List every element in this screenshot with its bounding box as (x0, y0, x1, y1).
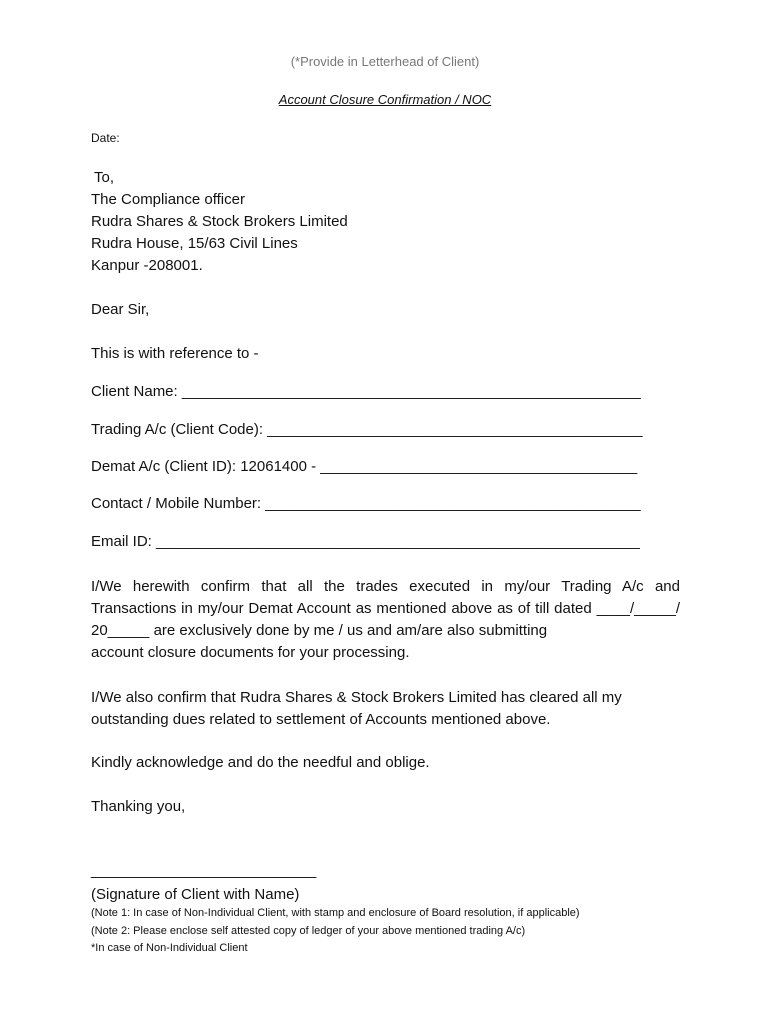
confirm-trades-last-line: account closure documents for your processing. (91, 644, 410, 661)
note-1: (Note 1: In case of Non-Individual Client, with stamp and enclosure of Board resolution, if applicable) (91, 907, 580, 919)
contact-number-field: Contact / Mobile Number: _____________________________________________ (91, 495, 641, 512)
signature-line: ___________________________ (91, 862, 317, 879)
confirm-trades-paragraph (91, 576, 680, 664)
recipient-city: Kanpur -208001. (91, 257, 203, 274)
letterhead-note: (*Provide in Letterhead of Client) (290, 54, 480, 69)
salutation: Dear Sir, (91, 301, 150, 318)
recipient-to: To, (94, 169, 115, 186)
thanking-line: Thanking you, (91, 798, 186, 815)
signature-caption: (Signature of Client with Name) (91, 886, 300, 903)
note-3: *In case of Non-Individual Client (91, 942, 248, 954)
demat-ac-field: Demat A/c (Client ID): 12061400 - ______________________________________ (91, 458, 638, 475)
reference-intro: This is with reference to - (91, 345, 259, 362)
recipient-company: Rudra Shares & Stock Brokers Limited (91, 213, 348, 230)
document-title-text: Account Closure Confirmation / NOC (278, 92, 492, 107)
date-label: Date: (91, 131, 120, 145)
confirm-trades-text: I/We herewith confirm that all the trades executed in my/our Trading A/c and Transactions in my/our Demat Account as mentioned above as of till dated ____/_____/ 20_____ are exclusively done by me / us and am/are also submitting (91, 578, 680, 639)
confirm-dues-paragraph (91, 687, 680, 731)
client-name-field: Client Name: _______________________________________________________ (91, 383, 641, 400)
document-title (0, 92, 770, 107)
confirm-dues-text: I/We also confirm that Rudra Shares & Stock Brokers Limited has cleared all my (91, 689, 622, 706)
recipient-address: Rudra House, 15/63 Civil Lines (91, 235, 298, 252)
note-2: (Note 2: Please enclose self attested copy of ledger of your above mentioned trading A/c) (91, 925, 526, 937)
trading-ac-field: Trading A/c (Client Code): _____________________________________________ (91, 421, 643, 438)
acknowledge-line: Kindly acknowledge and do the needful and oblige. (91, 754, 430, 771)
email-field: Email ID: __________________________________________________________ (91, 533, 640, 550)
recipient-designation: The Compliance officer (91, 191, 245, 208)
confirm-dues-last-line: outstanding dues related to settlement of Accounts mentioned above. (91, 711, 551, 728)
